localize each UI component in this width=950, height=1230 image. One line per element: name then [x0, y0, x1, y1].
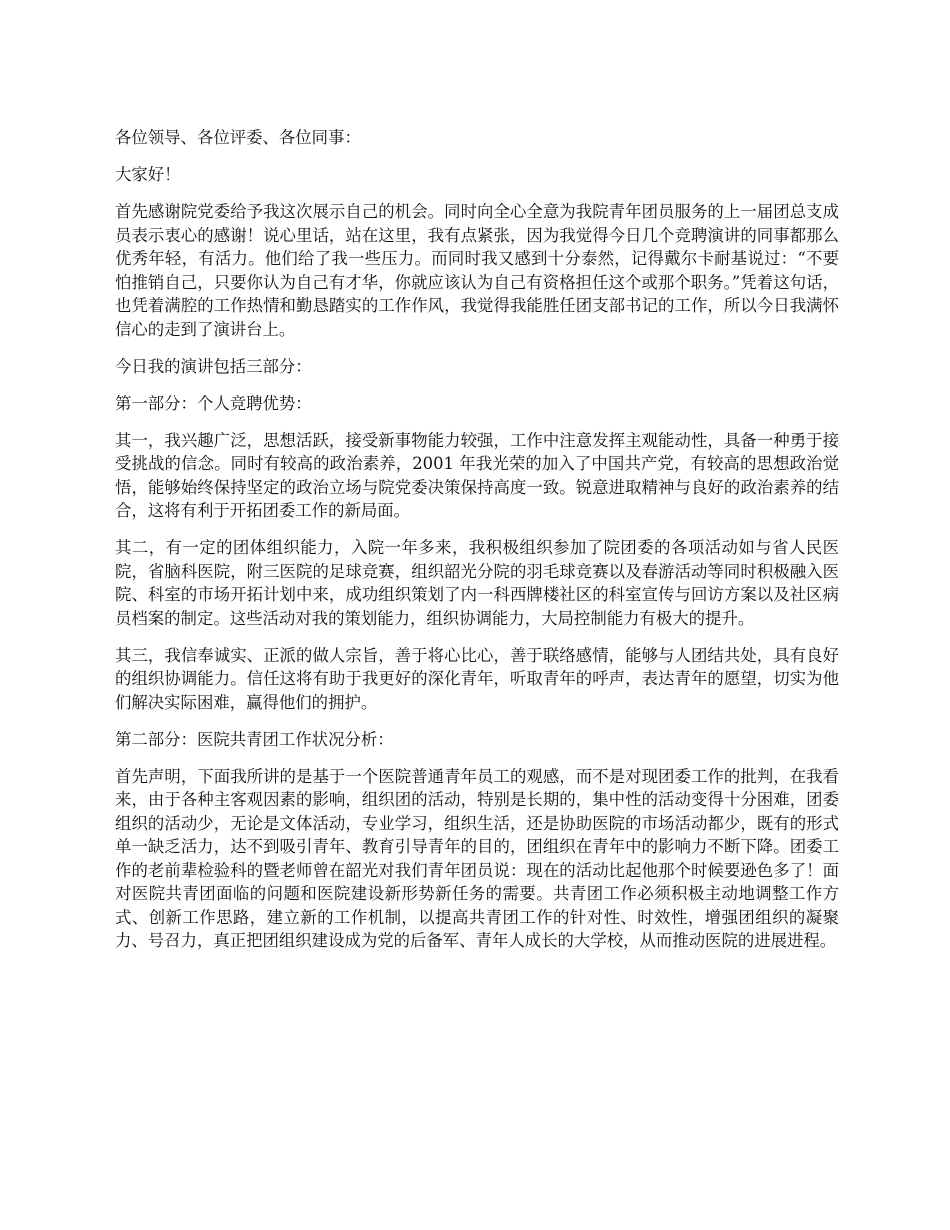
paragraph-intro: 首先感谢院党委给予我这次展示自己的机会。同时向全心全意为我院青年团员服务的上一届团总支成员表示衷心的感谢！说心里话，站在这里，我有点紧张，因为我觉得今日几个竞聘演讲的同事都那么优秀年轻，有活力。他们给了我一些压力。而同时我又感到十分泰然，记得戴尔卡耐基说过：“不要怕推销自己，只要你认为自己有才华，你就应该认为自己有资格担任这个或那个职务。”凭着这句话，也凭着满腔的工作热情和勤恳踏实的工作作风，我觉得我能胜任团支部书记的工作，所以今日我满怀信心的走到了演讲台上。: [115, 202, 839, 339]
greeting-salutation: 各位领导、各位评委、各位同事：: [115, 128, 361, 147]
section-heading-part-one: 第一部分：个人竞聘优势：: [115, 393, 312, 413]
paragraph-advantage-three: 其三，我信奉诚实、正派的做人宗旨，善于将心比心，善于联络感情，能够与人团结共处，具有良好的组织协调能力。信任这将有助于我更好的深化青年，听取青年的呼声，表达青年的愿望，切实为他们解决实际困难，赢得他们的拥护。: [115, 645, 839, 712]
paragraph-outline: 今日我的演讲包括三部分：: [115, 356, 312, 376]
greeting-hello: 大家好！: [115, 165, 181, 184]
document-body: [115, 126, 839, 966]
section-heading-part-two: 第二部分：医院共青团工作状况分析：: [115, 729, 394, 749]
paragraph-advantage-two: 其二，有一定的团体组织能力，入院一年多来，我积极组织参加了院团委的各项活动如与省人民医院，省脑科医院，附三医院的足球竞赛，组织韶光分院的羽毛球竞赛以及春游活动等同时积极融入医院、科室的市场开拓计划中来，成功组织策划了内一科西牌楼社区的科室宣传与回访方案以及社区病员档案的制定。这些活动对我的策划能力，组织协调能力，大局控制能力有极大的提升。: [115, 538, 839, 628]
paragraph-advantage-one: 其一，我兴趣广泛，思想活跃，接受新事物能力较强，工作中注意发挥主观能动性，具备一种勇于接受挑战的信念。同时有较高的政治素养，2001 年我光荣的加入了中国共产党，有较高的思想政治觉悟，能够始终保持坚定的政治立场与院党委决策保持高度一致。锐意进取精神与良好的政治素养的结合，这将有利于开拓团委工作的新局面。: [115, 430, 839, 520]
paragraph-analysis: 首先声明，下面我所讲的是基于一个医院普通青年员工的观感，而不是对现团委工作的批判，在我看来，由于各种主客观因素的影响，组织团的活动，特别是长期的，集中性的活动变得十分困难，团委组织的活动少，无论是文体活动，专业学习，组织生活，还是协助医院的市场活动都少，既有的形式单一缺乏活力，达不到吸引青年、教育引导青年的目的，团组织在青年中的影响力不断下降。团委工作的老前辈检验科的暨老师曾在韶光对我们青年团员说：现在的活动比起他那个时候要逊色多了！面对医院共青团面临的问题和医院建设新形势新任务的需要。共青团工作必须积极主动地调整工作方式、创新工作思路，建立新的工作机制，以提高共青团工作的针对性、时效性，增强团组织的凝聚力、号召力，真正把团组织建设成为党的后备军、青年人成长的大学校，从而推动医院的进展进程。: [115, 766, 839, 950]
